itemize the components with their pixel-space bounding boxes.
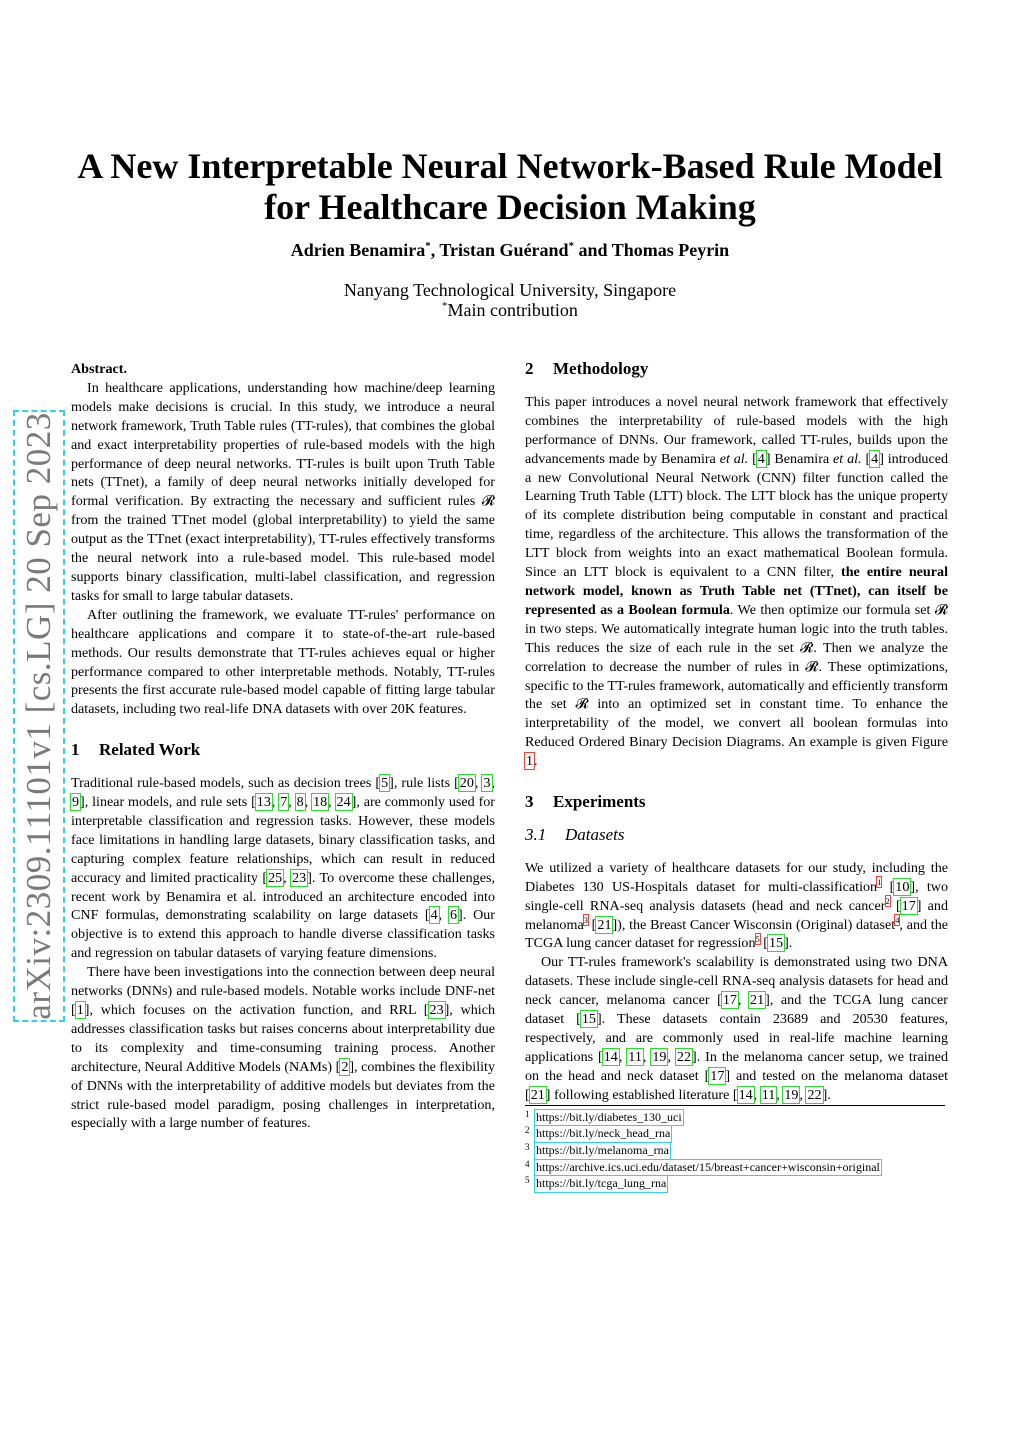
title-line-1: A New Interpretable Neural Network-Based Rule Model — [77, 146, 943, 186]
contribution-note-line — [0, 300, 1020, 320]
citation-link[interactable]: 18 — [313, 794, 328, 811]
text-run: ]. — [822, 1086, 831, 1103]
citation-link[interactable]: 21 — [750, 992, 765, 1009]
subsection-number: 3.1 — [525, 824, 547, 844]
contribution-mark: * — [442, 300, 448, 312]
text-run: [ — [587, 916, 597, 933]
text-run: This paper introduces a novel neural network framework that effectively combines the interpretability of rule-based models with the high performance of DNNs. Our framework, called TT-rules, builds upon the advancements made by Benamira — [525, 393, 948, 467]
citation-link[interactable]: 6 — [450, 907, 458, 924]
text-run: . — [534, 753, 538, 770]
footnote-number: 3 — [525, 1142, 530, 1153]
datasets-paragraph-2: Our TT-rules framework's scalability is demonstrated using two DNA datasets. These include single-cell RNA-seq analysis datasets for head and neck cancer, melanoma cancer [17, 21], and the TCGA lung cancer dataset [15]. These datasets contain 23689 and 20530 features, respectively, and are commonly used in real-life machine learning applications [14, 11, 19, 22]. In the melanoma cancer setup, we trained on the head and neck dataset [17] and tested on the melanoma dataset [21] following established literature [14, 11, 19, 22]. — [525, 954, 949, 1103]
footnote-url-link[interactable]: https://archive.ics.uci.edu/dataset/15/breast+cancer+wisconsin+original — [536, 1159, 880, 1174]
citation-link[interactable]: 24 — [336, 794, 351, 811]
paper-title — [60, 146, 960, 228]
citation-link[interactable]: 19 — [784, 1086, 799, 1103]
text-run: ]. In the melanoma cancer setup, we trained on the head and neck dataset [ — [525, 1048, 949, 1084]
text-run: ]), the Breast Cancer Wisconsin (Original) dataset — [612, 916, 896, 933]
figure-link[interactable]: 1 — [526, 753, 534, 770]
citation-link[interactable]: 9 — [72, 794, 80, 811]
citation-link[interactable]: 14 — [738, 1086, 753, 1103]
related-work-paragraph-2 — [71, 963, 495, 1133]
citation-link[interactable]: 23 — [429, 1002, 444, 1018]
section-title: Methodology — [553, 359, 649, 378]
title-line-2: for Healthcare Decision Making — [264, 187, 756, 227]
text-run: ], rule lists [ — [389, 775, 459, 792]
author-separator: and — [573, 240, 612, 260]
citation-link[interactable]: 11 — [761, 1086, 776, 1103]
text-run: [ — [889, 897, 901, 914]
text-run: ], which focuses on the activation function, and RRL [ — [84, 1002, 429, 1018]
footnotes — [525, 1110, 948, 1194]
citation-link[interactable]: 21 — [597, 916, 612, 933]
section-number: 3 — [525, 792, 534, 812]
text-run: Our TT-rules framework's scalability is demonstrated using two DNA datasets. These include single-cell RNA-seq analysis datasets for head and neck cancer, melanoma cancer [ — [525, 954, 948, 1009]
footnote-url-link[interactable]: https://bit.ly/melanoma_rna — [536, 1143, 669, 1158]
section-number: 2 — [525, 359, 534, 378]
citation-link[interactable]: 23 — [292, 869, 307, 886]
datasets-paragraph-1 — [525, 859, 948, 954]
footnote-url-link[interactable]: https://bit.ly/tcga_lung_rna — [536, 1176, 667, 1191]
citation-link[interactable]: 15 — [581, 1011, 596, 1028]
text-run: Traditional rule-based models, such as decision trees [ — [71, 775, 381, 792]
citation-link[interactable]: 20 — [459, 775, 474, 792]
author-separator: , — [430, 240, 440, 260]
footnote — [525, 1160, 948, 1177]
text-run: ]. These datasets contain 23689 and 20530 features, respectively, and are commonly used in real-life machine learning applications [ — [525, 1011, 948, 1065]
citation-link[interactable]: 11 — [628, 1048, 642, 1065]
text-run: [ — [748, 450, 757, 467]
abstract-heading: Abstract. — [71, 361, 127, 377]
footnote-link[interactable]: 2 — [885, 895, 890, 906]
footnote-number: 5 — [525, 1175, 530, 1186]
abstract-paragraph-2: After outlining the framework, we evaluate TT-rules' performance on healthcare applications and compare it to state-of-the-art rule-based methods. Our results demonstrate that TT-rules achieves equal or higher performance compared to other interpretable methods. Notably, TT-rules presents the first accurate rule-based model capable of fitting large tabular datasets, including two real-life DNA datasets with over 20K features. — [71, 606, 495, 718]
related-work-paragraph-1: Traditional rule-based models, such as decision trees [5], rule lists [20, 3, 9], linear models, and rule sets [13, 7, 8, 18, 24], are commonly used for interpretable classification and regression tasks. However, these models face limitations in handling large datasets, binary classification tasks, and capturing complex feature relationships, which can result in reduced accuracy and limited practicality [25, 23]. To overcome these challenges, recent work by Benamira et al. introduced an architecture encoded into CNF formulas, demonstrating scalability on large datasets [4, 6]. Our objective is to extend this approach to handle diverse classification tasks and regression on tabular datasets of varying feature dimensions. — [71, 775, 496, 962]
footnote — [525, 1110, 948, 1127]
footnote-link[interactable]: 3 — [583, 914, 588, 925]
author-list — [0, 240, 1020, 261]
citation-link[interactable]: 19 — [652, 1048, 667, 1065]
author-3: Thomas Peyrin — [611, 240, 730, 260]
section-heading-related-work — [71, 741, 495, 760]
author-1-mark: * — [425, 240, 431, 252]
footnote — [525, 1176, 948, 1193]
text-run: ] introduced a new Convolutional Neural Network (CNN) filter function called the Learning Truth Table (LTT) block. The LTT block has the unique property of its complete distribution being computable in constant and practical time, regardless of the architecture. This allows the transformation of the LTT block from weights into an exact mathematical Boolean formula. Since an LTT block is equivalent to a CNN filter, — [525, 450, 949, 581]
text-run: et al. — [719, 450, 749, 467]
section-heading-experiments — [525, 793, 948, 812]
text-run: ] and melanoma — [525, 897, 949, 933]
footnote-number: 4 — [525, 1158, 530, 1169]
citation-link[interactable]: 21 — [530, 1086, 545, 1103]
footnote — [525, 1143, 948, 1160]
text-run: ] following established literature [ — [545, 1086, 738, 1103]
citation-link[interactable]: 17 — [722, 992, 737, 1009]
footnote-number: 1 — [525, 1108, 530, 1119]
left-column — [71, 360, 495, 1133]
author-2-mark: * — [568, 240, 574, 252]
contribution-note: Main contribution — [447, 300, 578, 320]
right-column — [525, 360, 948, 1193]
text-run: ]. — [784, 935, 793, 952]
section-title: Experiments — [553, 792, 646, 812]
section-number: 1 — [71, 740, 80, 760]
footnote-link[interactable]: 5 — [755, 933, 760, 944]
citation-link[interactable]: 4 — [757, 450, 765, 467]
abstract-paragraph-1: In healthcare applications, understanding how machine/deep learning models make decisions is crucial. In this study, we introduce a neural network framework, Truth Table rules (TT-rules), that combines the global and exact interpretability properties of rule-based models with the high performance of deep neural networks. TT-rules is built upon Truth Table nets (TTnet), a family of deep neural networks initially developed for formal verification. By extracting the necessary and sufficient rules 𝓡 from the trained TTnet model (global interpretability) to yield the same output as the TTnet (exact interpretability), TT-rules effectively transforms the neural network into a rule-based model. This rule-based model supports binary classification, multi-label classification, and regression tasks for small to large tabular datasets. — [71, 379, 495, 604]
citation-link[interactable]: 8 — [296, 794, 304, 811]
text-run: There have been investigations into the connection between deep neural networks (DNNs) and rule-based models. Notable works include DNF-net [ — [71, 964, 495, 1018]
citation-link[interactable]: 25 — [268, 869, 283, 886]
citation-link[interactable]: 17 — [710, 1067, 725, 1084]
text-run: ]. Our objective is to extend this approach to handle diverse classification tasks and regression on tabular datasets of varying feature dimensions. — [71, 907, 495, 962]
citation-link[interactable]: 15 — [768, 935, 784, 952]
arxiv-sidebar-stamp — [13, 410, 65, 1022]
footnote-divider — [525, 1105, 945, 1106]
citation-link[interactable]: 7 — [280, 794, 288, 811]
text-run: ] Benamira — [765, 450, 834, 467]
citation-link[interactable]: 4 — [871, 450, 879, 467]
affiliation-block — [0, 280, 1020, 320]
text-run: ], are commonly used for interpretable classification and regression tasks. However, these models face limitations in handling large datasets, binary classification tasks, and capturing complex feature relationships, which can result in reduced accuracy and limited practicality [ — [71, 794, 496, 886]
text-run: ] and tested on the melanoma dataset [ — [525, 1067, 948, 1103]
footnote-url-link[interactable]: https://bit.ly/neck_head_rna — [536, 1126, 671, 1141]
citation-link[interactable]: 5 — [381, 775, 389, 792]
text-run: ]. To overcome these challenges, recent work by Benamira et al. introduced an architecture encoded into CNF formulas, demonstrating scalability on large datasets [ — [71, 869, 495, 924]
text-run: We utilized a variety of healthcare datasets for our study, including the Diabetes 130 US-Hospitals dataset for multi-classification — [525, 859, 948, 895]
citation-link[interactable]: 4 — [430, 907, 438, 924]
citation-link[interactable]: 14 — [603, 1048, 618, 1065]
text-run: the entire neural network model, known as Truth Table net (TTnet), can itself be represented as a Boolean formula — [525, 564, 948, 618]
citation-link[interactable]: 22 — [676, 1048, 691, 1065]
text-run: ], and the TCGA lung cancer dataset [ — [525, 992, 948, 1028]
text-run: et al. — [833, 450, 862, 467]
citation-link[interactable]: 2 — [341, 1058, 349, 1075]
text-run: ], two single-cell RNA-seq analysis datasets (head and neck cancer — [525, 878, 949, 914]
footnote-link[interactable]: 4 — [895, 914, 900, 925]
subsection-heading-datasets — [525, 826, 948, 845]
text-run: ], which addresses classification tasks but raises concerns about interpretability due to its complexity and time-consuming training process. Another architecture, Neural Additive Models (NAMs) [ — [71, 1002, 495, 1075]
footnote — [525, 1126, 948, 1143]
section-heading-methodology — [525, 360, 948, 379]
methodology-paragraph — [525, 393, 948, 771]
footnote-url-link[interactable]: https://bit.ly/diabetes_130_uci — [536, 1109, 682, 1124]
affiliation: Nanyang Technological University, Singapore — [343, 280, 677, 300]
citation-link[interactable]: 10 — [895, 878, 910, 895]
citation-link[interactable]: 17 — [901, 897, 916, 914]
arxiv-identifier: arXiv:2309.11101v1 [cs.LG] 20 Sep 2023 — [19, 412, 58, 1020]
section-title: Related Work — [99, 740, 201, 760]
text-run: [ — [759, 935, 768, 952]
text-run: . We then optimize our formula set 𝓡 in two steps. We automatically integrate human logic into the truth tables. This reduces the size of each rule in the set 𝓡. Then we analyze the correlation to decrease the number of rules in 𝓡. These optimizations, specific to the TT-rules framework, automatically and efficiently transform the set 𝓡 into an optimized set in constant time. To enhance the interpretability of the model, we convert all boolean formulas into Reduced Ordered Binary Decision Diagrams. An example is given Figure — [525, 601, 948, 751]
citation-link[interactable]: 1 — [76, 1002, 84, 1018]
citation-link[interactable]: 3 — [483, 775, 491, 792]
text-run: , and the TCGA lung cancer dataset for regression — [525, 916, 949, 952]
citation-link[interactable]: 22 — [807, 1086, 822, 1103]
text-run: [ — [881, 878, 895, 895]
author-2: Tristan Guérand — [439, 240, 569, 260]
author-1: Adrien Benamira — [290, 240, 426, 260]
citation-link[interactable]: 13 — [256, 794, 271, 811]
footnote-number: 2 — [525, 1125, 530, 1136]
text-run: ], combines the flexibility of DNNs with the interpretability of additive models but deviates from the strict rule-based model paradigm, posing challenges in interpretation, especially with a large number of features. — [71, 1058, 495, 1132]
footnote-link[interactable]: 1 — [877, 877, 882, 888]
subsection-title: Datasets — [565, 824, 625, 844]
text-run: [ — [861, 450, 871, 467]
text-run: ], linear models, and rule sets [ — [80, 794, 256, 811]
